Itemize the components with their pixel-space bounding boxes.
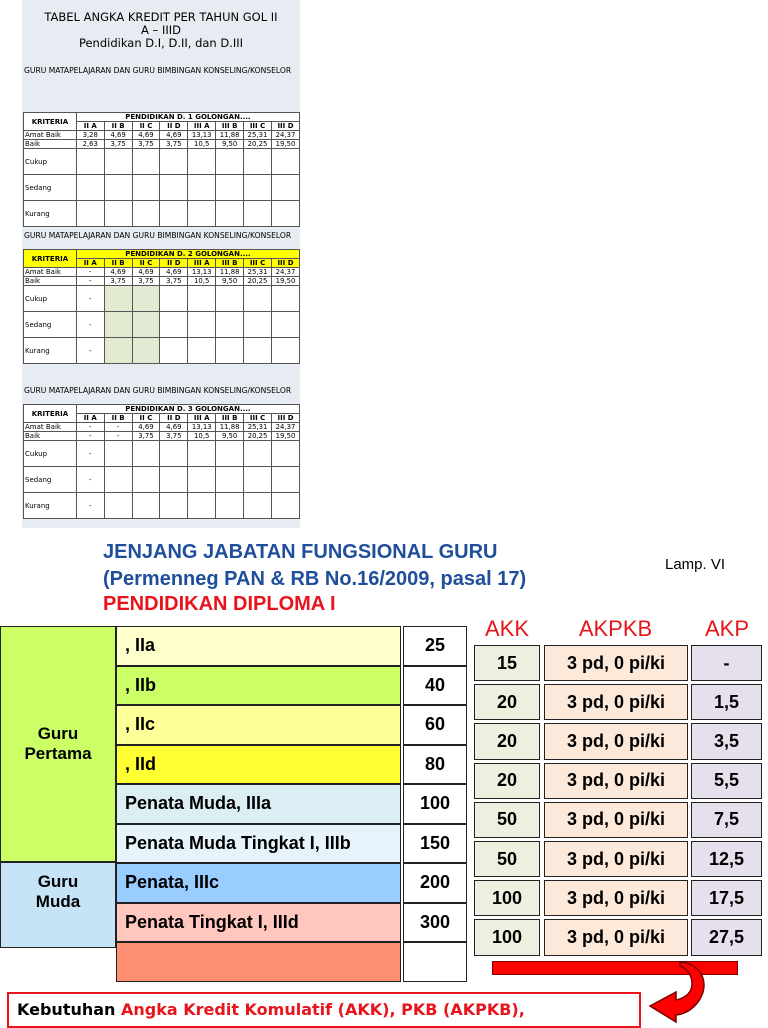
value-cell: 3,75	[160, 432, 188, 441]
value-cell	[104, 286, 132, 312]
value-cell: -	[76, 286, 104, 312]
value-cell	[216, 149, 244, 175]
value-cell	[216, 312, 244, 338]
criteria-label: Baik	[24, 432, 77, 441]
rank-cell: Penata Tingkat I, IIId	[116, 903, 401, 943]
grade-header: III B	[216, 122, 244, 131]
value-cell: 19,50	[271, 277, 299, 286]
value-cell: 24,37	[271, 131, 299, 140]
criteria-label: Amat Baik	[24, 423, 77, 432]
value-cell	[188, 493, 216, 519]
grade-header: II B	[104, 414, 132, 423]
section-subtitle: GURU MATAPELAJARAN DAN GURU BIMBINGAN KONSELING/KONSELOR	[24, 386, 292, 395]
value-cell: 9,50	[216, 277, 244, 286]
value-cell: 11,88	[216, 131, 244, 140]
section-subtitle: GURU MATAPELAJARAN DAN GURU BIMBINGAN KONSELING/KONSELOR	[24, 231, 292, 240]
document-title-line3: Pendidikan D.I, D.II, dan D.III	[78, 36, 244, 50]
kumulatif-cell: 60	[403, 705, 467, 745]
value-cell	[104, 201, 132, 227]
value-cell	[104, 175, 132, 201]
value-cell: 3,75	[104, 140, 132, 149]
value-cell: 10,5	[188, 432, 216, 441]
value-cell	[188, 286, 216, 312]
document-title-line1: TABEL ANGKA KREDIT PER TAHUN GOL II	[44, 10, 278, 24]
value-cell	[271, 201, 299, 227]
value-cell	[271, 286, 299, 312]
value-cell: 9,50	[216, 140, 244, 149]
value-cell	[216, 201, 244, 227]
value-cell: 25,31	[244, 423, 272, 432]
kumulatif-cell: 200	[403, 863, 467, 903]
criteria-label: Amat Baik	[24, 268, 77, 277]
value-cell: -	[76, 338, 104, 364]
kriteria-table	[23, 249, 300, 364]
table-row	[24, 201, 300, 227]
value-cell: 4,69	[132, 268, 160, 277]
value-cell	[160, 149, 188, 175]
value-cell: 13,13	[188, 268, 216, 277]
value-cell	[272, 441, 300, 467]
akp-cell: 3,5	[691, 723, 762, 759]
kriteria-header: KRITERIA	[24, 113, 77, 131]
value-cell	[104, 467, 132, 493]
criteria-label: Baik	[24, 140, 77, 149]
value-cell: 10,5	[188, 277, 216, 286]
value-cell: 3,75	[104, 277, 132, 286]
value-cell	[272, 467, 300, 493]
value-cell	[132, 312, 160, 338]
value-cell: -	[76, 277, 104, 286]
document-title-line2: A – IIID	[141, 23, 181, 37]
value-cell	[76, 149, 104, 175]
value-cell: 9,50	[216, 432, 244, 441]
value-cell	[104, 149, 132, 175]
table-row	[24, 140, 300, 149]
value-cell: -	[76, 268, 104, 277]
grade-header: III C	[244, 122, 272, 131]
table-row	[24, 131, 300, 140]
value-cell	[188, 149, 216, 175]
kumulatif-cell: 300	[403, 903, 467, 943]
value-cell	[244, 286, 272, 312]
criteria-label: Cukup	[24, 441, 77, 467]
rank-cell: , IIa	[116, 626, 401, 666]
grade-header: II A	[76, 414, 104, 423]
value-cell: 20,25	[244, 277, 272, 286]
value-cell: 13,13	[188, 131, 216, 140]
value-cell: 24,37	[271, 268, 299, 277]
group-guru-pertama	[0, 626, 116, 862]
kriteria-table	[23, 112, 300, 227]
value-cell	[272, 493, 300, 519]
value-cell: 20,25	[244, 140, 272, 149]
value-cell	[244, 338, 272, 364]
akpkb-cell: 3 pd, 0 pi/ki	[544, 723, 688, 759]
value-cell: 4,69	[132, 131, 160, 140]
kumulatif-cell: 150	[403, 824, 467, 864]
akpkb-header: AKPKB	[578, 616, 653, 641]
grade-header: III D	[272, 414, 300, 423]
akpkb-cell: 3 pd, 0 pi/ki	[544, 645, 688, 681]
criteria-label: Sedang	[24, 175, 77, 201]
value-cell: -	[104, 432, 132, 441]
criteria-label: Cukup	[24, 286, 77, 312]
akp-cell: 1,5	[691, 684, 762, 720]
grade-header: III A	[188, 122, 216, 131]
grade-header: II A	[76, 122, 104, 131]
criteria-label: Kurang	[24, 493, 77, 519]
rank-cell: Penata, IIIc	[116, 863, 401, 903]
rank-cell: Penata Muda, IIIa	[116, 784, 401, 824]
akk-cell: 100	[474, 880, 540, 916]
value-cell: 3,75	[132, 277, 160, 286]
grade-header: III B	[216, 414, 244, 423]
value-cell	[244, 175, 272, 201]
value-cell: -	[76, 493, 104, 519]
value-cell	[271, 149, 299, 175]
rank-cell: , IIb	[116, 666, 401, 706]
footer-note	[7, 992, 641, 1028]
value-cell	[160, 467, 188, 493]
grade-header: III C	[244, 259, 272, 268]
criteria-label: Amat Baik	[24, 131, 77, 140]
value-cell: 3,75	[160, 140, 188, 149]
value-cell: 25,31	[244, 131, 272, 140]
value-cell	[160, 493, 188, 519]
akk-cell: 20	[474, 723, 540, 759]
value-cell: 4,69	[160, 423, 188, 432]
table-row	[24, 268, 300, 277]
value-cell: 20,25	[244, 432, 272, 441]
rank-cell: , IIc	[116, 705, 401, 745]
value-cell: 4,69	[160, 131, 188, 140]
angka-kredit-document	[22, 0, 300, 528]
table-row	[24, 175, 300, 201]
grade-header: III D	[271, 259, 299, 268]
rank-cell: Penata Muda Tingkat I, IIIb	[116, 824, 401, 864]
grade-header: III B	[216, 259, 244, 268]
value-cell	[132, 441, 160, 467]
value-cell	[244, 467, 272, 493]
table-row	[24, 338, 300, 364]
table-row	[24, 467, 300, 493]
value-cell: 3,28	[76, 131, 104, 140]
value-cell	[188, 175, 216, 201]
akk-cell: 100	[474, 919, 540, 955]
value-cell	[160, 175, 188, 201]
value-cell	[244, 149, 272, 175]
group-guru-muda	[0, 862, 116, 948]
value-cell: 3,75	[132, 140, 160, 149]
value-cell	[244, 441, 272, 467]
akk-cell: 50	[474, 802, 540, 838]
slide-subtitle: (Permenneg PAN & RB No.16/2009, pasal 17)	[103, 568, 527, 590]
value-cell: 11,88	[216, 423, 244, 432]
value-cell: 25,31	[244, 268, 272, 277]
grade-header: II B	[104, 122, 132, 131]
value-cell: 10,5	[188, 140, 216, 149]
value-cell	[160, 338, 188, 364]
value-cell: 19,50	[272, 432, 300, 441]
value-cell: -	[76, 441, 104, 467]
value-cell	[132, 338, 160, 364]
grade-header: II B	[104, 259, 132, 268]
criteria-label: Baik	[24, 277, 77, 286]
table-row	[24, 432, 300, 441]
value-cell	[216, 441, 244, 467]
criteria-label: Kurang	[24, 338, 77, 364]
akk-cell: 20	[474, 763, 540, 799]
value-cell: -	[76, 432, 104, 441]
value-cell: 4,69	[104, 268, 132, 277]
value-cell: 4,69	[104, 131, 132, 140]
value-cell: -	[76, 312, 104, 338]
value-cell	[244, 312, 272, 338]
grade-header: III D	[271, 122, 299, 131]
table-row	[24, 277, 300, 286]
value-cell	[244, 493, 272, 519]
akpkb-cell: 3 pd, 0 pi/ki	[544, 841, 688, 877]
akp-cell: 17,5	[691, 880, 762, 916]
grade-header: III C	[244, 414, 272, 423]
value-cell	[76, 175, 104, 201]
akpkb-cell: 3 pd, 0 pi/ki	[544, 919, 688, 955]
value-cell: 2,63	[76, 140, 104, 149]
pendidikan-header: PENDIDIKAN D. 1 GOLONGAN....	[76, 113, 299, 122]
value-cell	[271, 312, 299, 338]
group-guru-muda-label: Guru Muda	[35, 872, 81, 911]
kumulatif-cell: 25	[403, 626, 467, 666]
rank-cell: , IId	[116, 745, 401, 785]
value-cell: 19,50	[271, 140, 299, 149]
value-cell	[271, 338, 299, 364]
value-cell: 4,69	[132, 423, 160, 432]
value-cell	[104, 441, 132, 467]
criteria-label: Sedang	[24, 467, 77, 493]
akp-cell: -	[691, 645, 762, 681]
value-cell	[160, 441, 188, 467]
grade-header: II D	[160, 414, 188, 423]
grade-header: II C	[132, 122, 160, 131]
grade-header: III A	[188, 414, 216, 423]
akk-header: AKK	[484, 616, 530, 641]
akpkb-cell: 3 pd, 0 pi/ki	[544, 802, 688, 838]
value-cell	[216, 175, 244, 201]
kumulatif-cell: 100	[403, 784, 467, 824]
grade-header: II D	[160, 122, 188, 131]
value-cell	[132, 149, 160, 175]
grade-header: II C	[132, 259, 160, 268]
grade-header: II D	[160, 259, 188, 268]
kriteria-header: KRITERIA	[24, 405, 77, 423]
table-row	[24, 441, 300, 467]
value-cell	[216, 467, 244, 493]
value-cell	[132, 201, 160, 227]
value-cell	[160, 312, 188, 338]
kumulatif-cell: 40	[403, 666, 467, 706]
table-row	[24, 312, 300, 338]
grade-header: II C	[132, 414, 160, 423]
value-cell	[132, 493, 160, 519]
value-cell: 13,13	[188, 423, 216, 432]
grade-header: II A	[76, 259, 104, 268]
value-cell	[104, 312, 132, 338]
akpkb-cell: 3 pd, 0 pi/ki	[544, 880, 688, 916]
value-cell	[216, 338, 244, 364]
akk-cell: 15	[474, 645, 540, 681]
pendidikan-header: PENDIDIKAN D. 2 GOLONGAN....	[76, 250, 299, 259]
value-cell	[104, 338, 132, 364]
value-cell: 3,75	[132, 432, 160, 441]
criteria-label: Cukup	[24, 149, 77, 175]
value-cell	[188, 467, 216, 493]
footer-text: Kebutuhan	[17, 1000, 121, 1019]
attachment-label: Lamp. VI	[665, 556, 726, 573]
akp-cell: 5,5	[691, 763, 762, 799]
value-cell	[188, 338, 216, 364]
value-cell	[104, 493, 132, 519]
section-subtitle: GURU MATAPELAJARAN DAN GURU BIMBINGAN KONSELING/KONSELOR	[24, 66, 292, 75]
value-cell	[188, 441, 216, 467]
kriteria-table	[23, 404, 300, 519]
grade-header: III A	[188, 259, 216, 268]
value-cell	[160, 201, 188, 227]
slide-title: JENJANG JABATAN FUNGSIONAL GURU	[103, 541, 498, 563]
value-cell: -	[104, 423, 132, 432]
value-cell: 24,37	[272, 423, 300, 432]
group-guru-pertama-label: Guru Pertama	[24, 724, 92, 763]
akp-cell: 12,5	[691, 841, 762, 877]
value-cell	[132, 467, 160, 493]
value-cell	[76, 201, 104, 227]
akpkb-cell: 3 pd, 0 pi/ki	[544, 684, 688, 720]
value-cell	[216, 286, 244, 312]
value-cell: -	[76, 467, 104, 493]
kumulatif-cell: 80	[403, 745, 467, 785]
kriteria-header: KRITERIA	[24, 250, 77, 268]
value-cell: 3,75	[160, 277, 188, 286]
criteria-label: Kurang	[24, 201, 77, 227]
value-cell	[132, 175, 160, 201]
table-row	[24, 423, 300, 432]
akp-header: AKP	[704, 616, 750, 641]
akk-cell: 50	[474, 841, 540, 877]
value-cell: 4,69	[160, 268, 188, 277]
value-cell	[216, 493, 244, 519]
criteria-label: Sedang	[24, 312, 77, 338]
curved-arrow-icon	[632, 958, 712, 1024]
table-row	[24, 149, 300, 175]
footer-highlight: Angka Kredit Komulatif (AKK), PKB (AKPKB),	[121, 1000, 525, 1019]
education-level: PENDIDIKAN DIPLOMA I	[103, 593, 336, 615]
value-cell: 11,88	[216, 268, 244, 277]
akp-cell: 7,5	[691, 802, 762, 838]
pendidikan-header: PENDIDIKAN D. 3 GOLONGAN....	[76, 405, 299, 414]
akk-cell: 20	[474, 684, 540, 720]
table-row	[24, 493, 300, 519]
value-cell	[244, 201, 272, 227]
value-cell	[160, 286, 188, 312]
value-cell: -	[76, 423, 104, 432]
value-cell	[188, 312, 216, 338]
value-cell	[132, 286, 160, 312]
akpkb-cell: 3 pd, 0 pi/ki	[544, 763, 688, 799]
table-row	[24, 286, 300, 312]
akp-cell: 27,5	[691, 919, 762, 955]
value-cell	[188, 201, 216, 227]
kumulatif-cell	[403, 942, 467, 982]
rank-cell	[116, 942, 401, 982]
value-cell	[271, 175, 299, 201]
